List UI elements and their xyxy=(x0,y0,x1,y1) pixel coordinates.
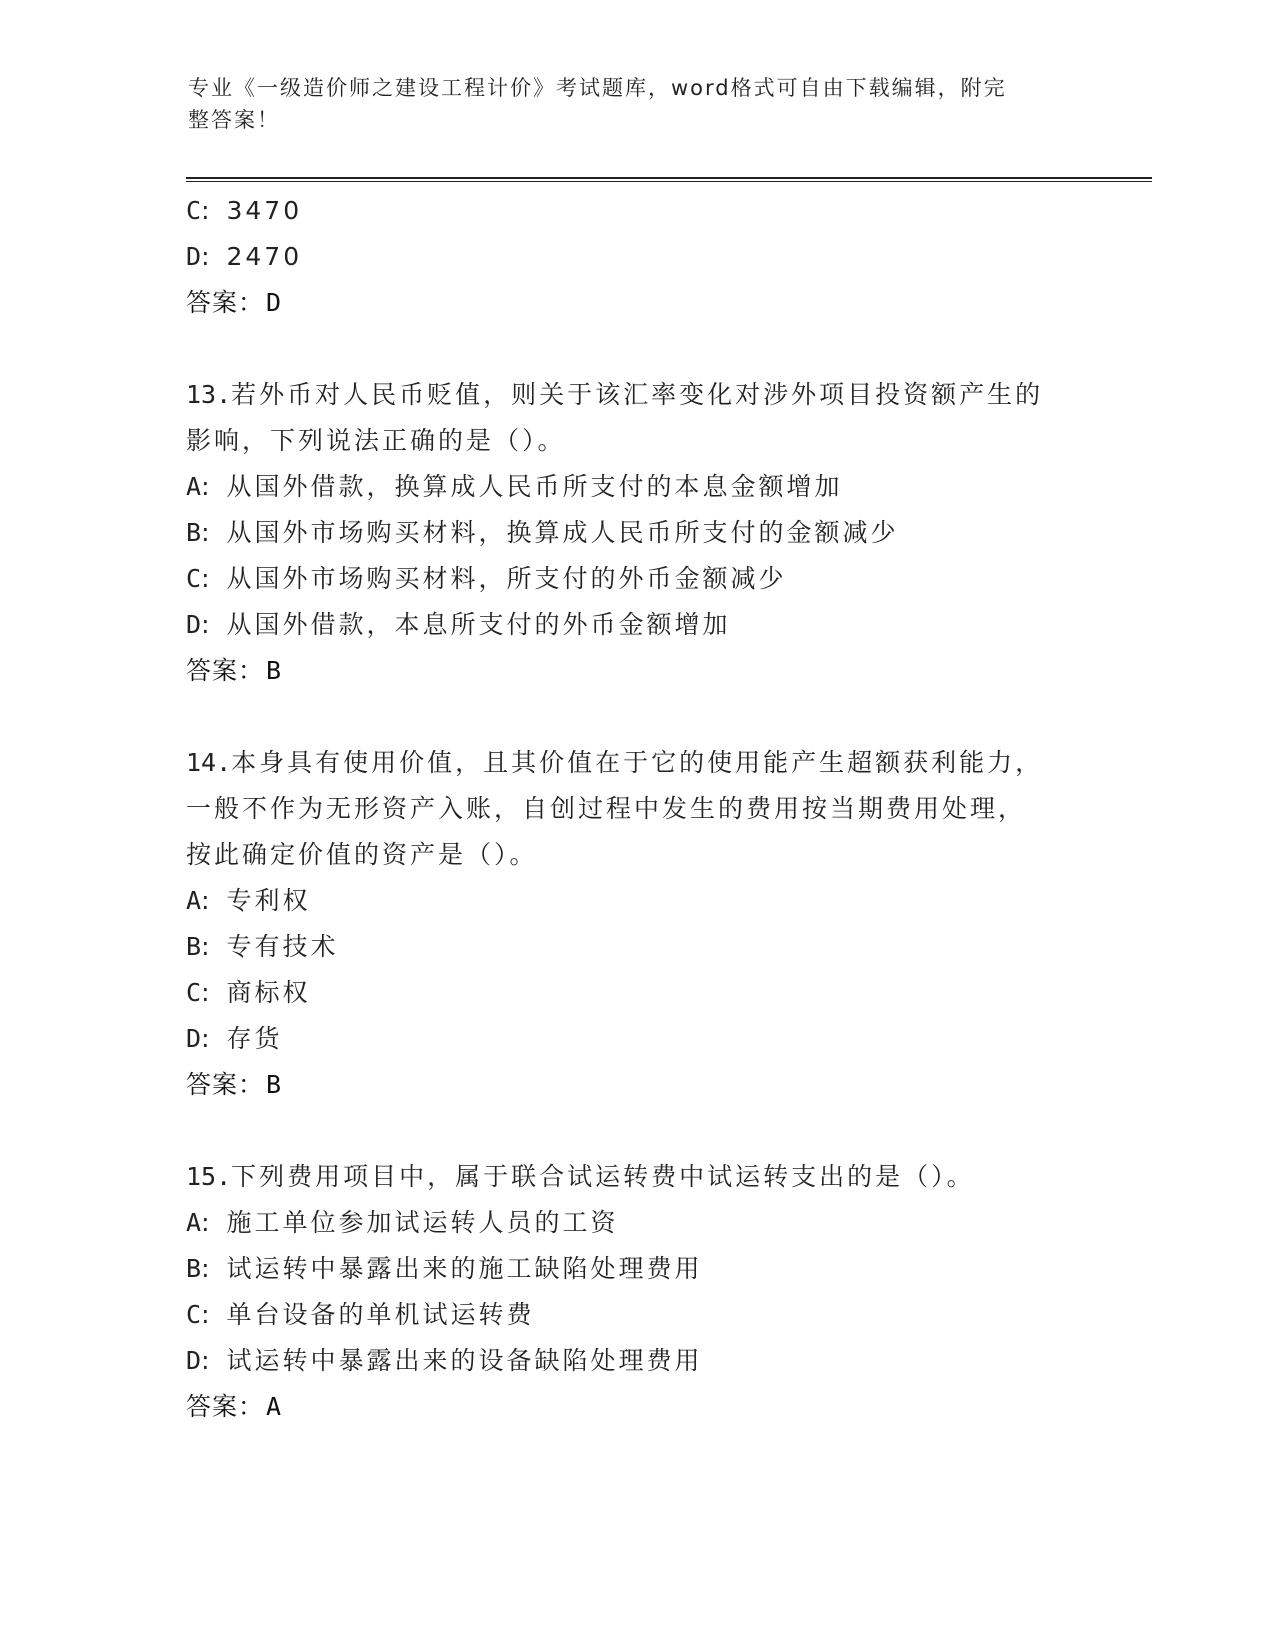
document-content xyxy=(186,188,1086,1430)
option-separator: : xyxy=(201,564,213,593)
option-separator: : xyxy=(201,196,213,225)
answer-value: D xyxy=(266,288,283,317)
question-15 xyxy=(186,1154,1086,1430)
option-separator: : xyxy=(201,1024,213,1053)
header-line-2: 整答案！ xyxy=(188,108,280,132)
option-letter: B xyxy=(186,1254,202,1283)
option-text: 存货 xyxy=(226,1024,283,1053)
answer-line xyxy=(186,1062,1086,1108)
option-letter: C xyxy=(186,1300,202,1329)
question-number: 14. xyxy=(186,748,232,777)
answer-label: 答案： xyxy=(186,1070,265,1099)
option-letter: C xyxy=(186,564,202,593)
option-letter: D xyxy=(186,1346,202,1375)
option-c xyxy=(186,556,1086,602)
answer-line xyxy=(186,1384,1086,1430)
previous-question-tail xyxy=(186,188,1086,326)
answer-line xyxy=(186,280,1086,326)
question-text: 若外币对人民币贬值，则关于该汇率变化对涉外项目投资额产生的 xyxy=(231,380,1044,409)
option-letter: D xyxy=(186,242,202,271)
header-rule-thick xyxy=(186,177,1152,179)
option-separator: : xyxy=(201,1346,213,1375)
answer-label: 答案： xyxy=(186,656,265,685)
option-separator: : xyxy=(201,978,213,1007)
question-number: 15. xyxy=(186,1162,232,1191)
option-text: 专有技术 xyxy=(226,932,339,961)
option-separator: : xyxy=(201,518,213,547)
option-text: 从国外市场购买材料，换算成人民币所支付的金额减少 xyxy=(226,518,899,547)
question-text: 本身具有使用价值，且其价值在于它的使用能产生超额获利能力， xyxy=(231,748,1044,777)
answer-label: 答案： xyxy=(186,1392,265,1421)
spacer xyxy=(186,694,1086,740)
question-text-line xyxy=(186,1154,1086,1200)
question-14 xyxy=(186,740,1086,1108)
option-a xyxy=(186,464,1086,510)
option-separator: : xyxy=(201,886,213,915)
option-text: 商标权 xyxy=(226,978,311,1007)
option-letter: A xyxy=(186,1208,202,1237)
page-header xyxy=(188,72,1068,136)
option-text: 从国外市场购买材料，所支付的外币金额减少 xyxy=(226,564,787,593)
option-text: 专利权 xyxy=(226,886,311,915)
option-text: 从国外借款，本息所支付的外币金额增加 xyxy=(226,610,731,639)
option-text: 从国外借款，换算成人民币所支付的本息金额增加 xyxy=(226,472,843,501)
option-c xyxy=(186,188,1086,234)
header-line-1: 专业《一级造价师之建设工程计价》考试题库，word格式可自由下载编辑，附完 xyxy=(188,76,1007,100)
option-separator: : xyxy=(201,932,213,961)
question-number: 13. xyxy=(186,380,232,409)
question-text: 下列费用项目中，属于联合试运转费中试运转支出的是（）。 xyxy=(231,1162,975,1191)
answer-value: B xyxy=(266,656,283,685)
option-letter: D xyxy=(186,1024,202,1053)
answer-line xyxy=(186,648,1086,694)
option-b xyxy=(186,924,1086,970)
option-letter: A xyxy=(186,472,202,501)
option-letter: D xyxy=(186,610,202,639)
option-a xyxy=(186,1200,1086,1246)
option-d xyxy=(186,1338,1086,1384)
option-text: 单台设备的单机试运转费 xyxy=(226,1300,535,1329)
option-separator: : xyxy=(201,1300,213,1329)
option-d xyxy=(186,234,1086,280)
option-text: 2470 xyxy=(226,242,303,271)
option-text: 试运转中暴露出来的施工缺陷处理费用 xyxy=(226,1254,703,1283)
option-c xyxy=(186,970,1086,1016)
option-separator: : xyxy=(201,242,213,271)
option-text: 施工单位参加试运转人员的工资 xyxy=(226,1208,619,1237)
question-text-line: 影响，下列说法正确的是（）。 xyxy=(186,426,566,455)
question-text-line xyxy=(186,372,1086,418)
question-13 xyxy=(186,372,1086,694)
option-letter: B xyxy=(186,932,202,961)
option-letter: C xyxy=(186,196,202,225)
option-separator: : xyxy=(201,1254,213,1283)
spacer xyxy=(186,1108,1086,1154)
question-text-line: 一般不作为无形资产入账，自创过程中发生的费用按当期费用处理， xyxy=(186,794,1027,823)
option-text: 试运转中暴露出来的设备缺陷处理费用 xyxy=(226,1346,703,1375)
option-b xyxy=(186,510,1086,556)
header-rule-thin xyxy=(186,181,1152,182)
option-letter: C xyxy=(186,978,202,1007)
option-separator: : xyxy=(201,1208,213,1237)
option-b xyxy=(186,1246,1086,1292)
option-separator: : xyxy=(201,472,213,501)
answer-value: A xyxy=(266,1392,283,1421)
question-text-line: 按此确定价值的资产是（）。 xyxy=(186,840,538,869)
option-separator: : xyxy=(201,610,213,639)
question-text-line xyxy=(186,740,1086,786)
option-d xyxy=(186,1016,1086,1062)
answer-value: B xyxy=(266,1070,283,1099)
option-text: 3470 xyxy=(226,196,303,225)
answer-label: 答案： xyxy=(186,288,265,317)
option-c xyxy=(186,1292,1086,1338)
spacer xyxy=(186,326,1086,372)
option-a xyxy=(186,878,1086,924)
option-letter: A xyxy=(186,886,202,915)
option-d xyxy=(186,602,1086,648)
option-letter: B xyxy=(186,518,202,547)
